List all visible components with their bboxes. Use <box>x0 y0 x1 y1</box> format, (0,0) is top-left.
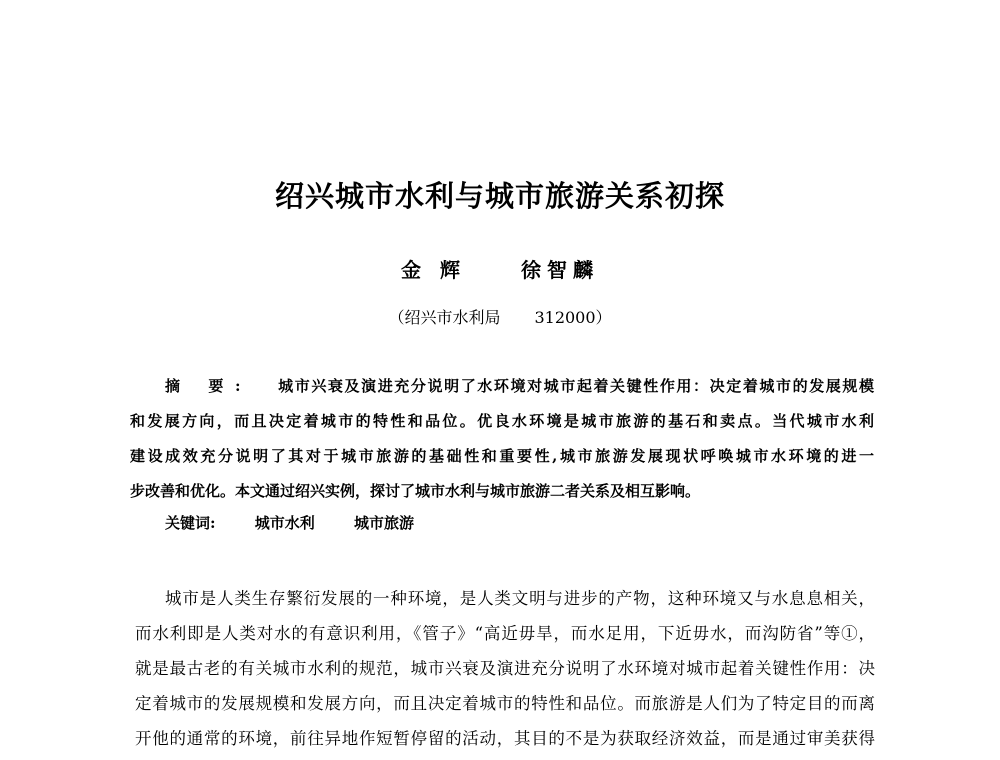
body-line: 城市是人类生存繁衍发展的一种环境，是人类文明与进步的产物，这种环境又与水息息相关， <box>165 589 875 608</box>
abstract-line-text: 城市兴衰及演进充分说明了水环境对城市起着关键性作用：决定着城市的发展规模 <box>276 377 874 395</box>
body-line: 而水利即是人类对水的有意识利用，《管子》“高近毋旱，而水足用，下近毋水，而沟防省”等①， <box>135 624 875 643</box>
keywords-label: 关键词: <box>165 514 216 532</box>
affiliation-postcode: 312000） <box>534 308 612 327</box>
abstract-label: 摘 要: <box>165 377 251 395</box>
paper-title: 绍兴城市水利与城市旅游关系初探 <box>274 179 725 213</box>
abstract-line: 建设成效充分说明了其对于城市旅游的基础性和重要性,城市旅游发展现状呼唤城市水环境的进一 <box>130 447 874 465</box>
keywords <box>165 512 448 533</box>
abstract-line: 和发展方向，而且决定着城市的特性和品位。优良水环境是城市旅游的基石和卖点。当代城市水利 <box>130 412 874 430</box>
body-line: 开他的通常的环境，前往异地作短暂停留的活动，其目的不是为获取经济效益，而是通过审美获得 <box>135 729 875 748</box>
authors <box>0 254 1000 283</box>
abstract-line: 步改善和优化。本文通过绍兴实例，探讨了城市水利与城市旅游二者关系及相互影响。 <box>130 482 701 500</box>
keyword: 城市旅游 <box>354 514 415 532</box>
abstract-line <box>165 375 874 396</box>
author-2: 徐智麟 <box>520 258 599 282</box>
keyword: 城市水利 <box>254 514 315 532</box>
body-line: 就是最古老的有关城市水利的规范，城市兴衰及演进充分说明了水环境对城市起着关键性作用：决 <box>135 659 875 678</box>
author-1: 金 辉 <box>401 258 466 282</box>
affiliation-org: （绍兴市水利局 <box>388 308 501 327</box>
body-line: 定着城市的发展规模和发展方向，而且决定着城市的特性和品位。而旅游是人们为了特定目的而离 <box>135 694 875 713</box>
affiliation <box>0 305 1000 328</box>
